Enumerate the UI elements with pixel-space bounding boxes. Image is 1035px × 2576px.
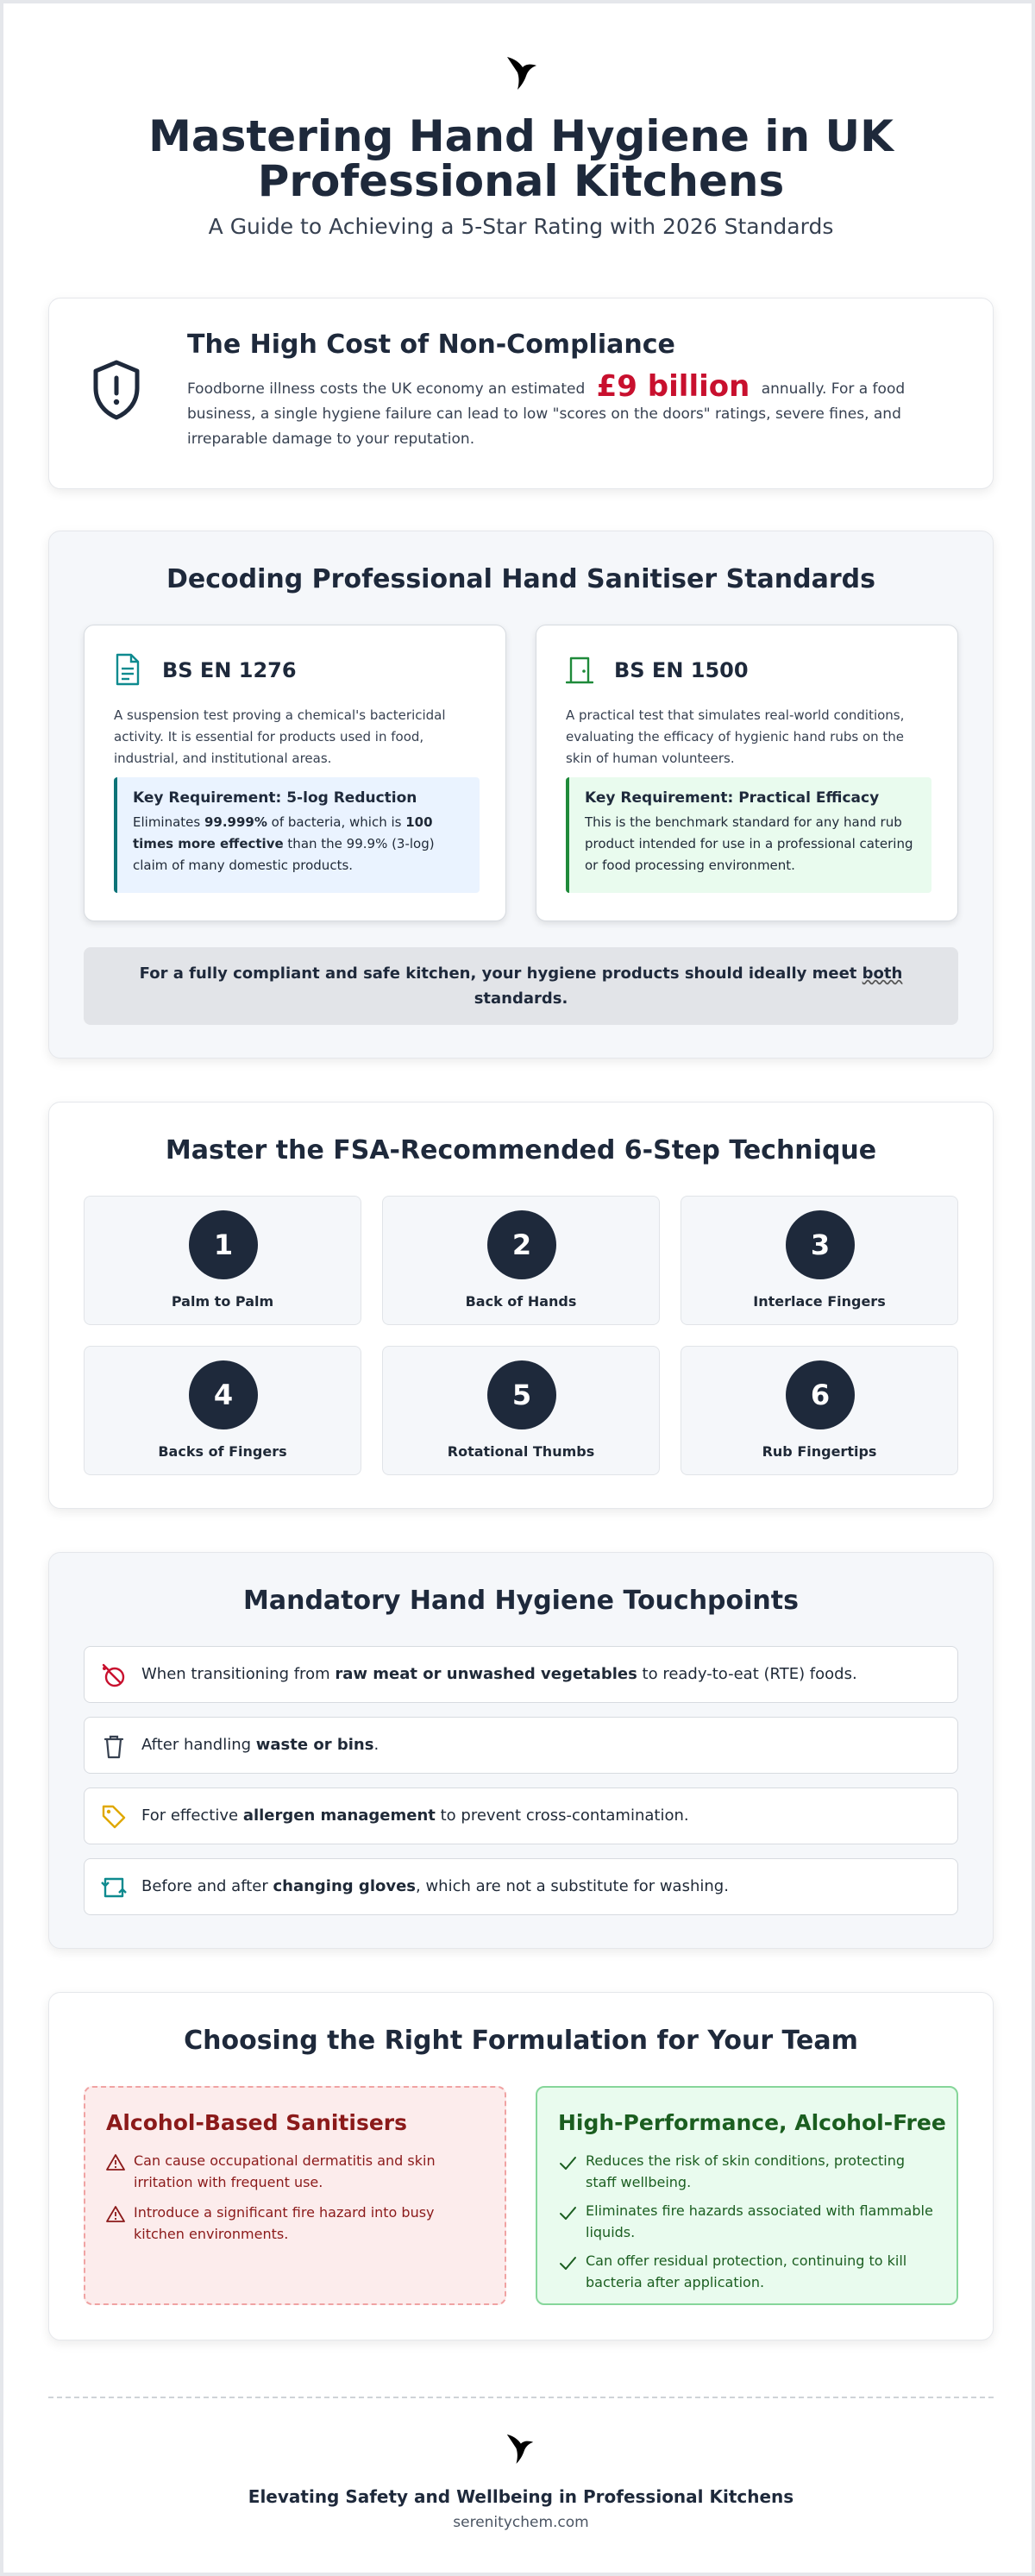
touchpoint-item <box>84 1787 958 1844</box>
step-number: 3 <box>786 1210 855 1279</box>
step-card <box>681 1346 958 1475</box>
no-meat-icon <box>100 1662 128 1689</box>
step-card <box>382 1196 660 1325</box>
cost-card <box>48 298 994 489</box>
touchpoint-text: Before and after changing gloves, which are not a substitute for washing. <box>141 1877 729 1895</box>
standard-name: BS EN 1500 <box>614 658 749 682</box>
standard-key-requirement: Key Requirement: 5-log Reduction Eliminates 99.999% of bacteria, which is 100 times more effective than the 99.9% (3-log) claim of many domestic products. <box>114 777 480 893</box>
standard-description: A suspension test proving a chemical's bactericidal activity. It is essential for products used in food, industrial, and institutional areas. <box>114 707 446 766</box>
benefit-item: Eliminates fire hazards associated with flammable liquids. <box>558 2200 938 2243</box>
panel-title: High-Performance, Alcohol-Free <box>558 2110 946 2135</box>
shield-alert-icon <box>91 359 142 421</box>
cost-title: The High Cost of Non-Compliance <box>187 330 675 360</box>
step-label: Interlace Fingers <box>753 1293 886 1310</box>
alcohol-based-panel <box>84 2086 506 2305</box>
step-number: 4 <box>189 1360 258 1429</box>
warning-icon <box>106 2153 125 2172</box>
check-icon <box>558 2203 577 2222</box>
check-icon <box>558 2153 577 2172</box>
benefit-item: Can offer residual protection, continuing to kill bacteria after application. <box>558 2250 938 2293</box>
standard-card-en1500 <box>536 625 958 921</box>
technique-title: Master the FSA-Recommended 6-Step Technique <box>165 1135 877 1165</box>
touchpoint-item <box>84 1717 958 1774</box>
formulation-card <box>48 1992 994 2340</box>
footer-divider <box>48 2397 994 2398</box>
footer-title: Elevating Safety and Wellbeing in Professional Kitchens <box>248 2486 794 2507</box>
swap-icon <box>100 1874 128 1901</box>
formulation-title: Choosing the Right Formulation for Your Team <box>184 2026 858 2056</box>
warning-item: Introduce a significant fire hazard into busy kitchen environments. <box>106 2202 486 2245</box>
step-label: Palm to Palm <box>171 1293 274 1310</box>
cost-text: Foodborne illness costs the UK economy an estimated £9 billion annually. For a food business, a single hygiene failure can lead to low "scores on the doors" ratings, severe fines, and irreparable damage to your reputation. <box>187 369 906 448</box>
step-label: Rotational Thumbs <box>447 1443 595 1460</box>
standards-card <box>48 531 994 1059</box>
standard-card-en1276 <box>84 625 506 921</box>
step-number: 5 <box>487 1360 556 1429</box>
touchpoint-text: After handling waste or bins. <box>141 1736 380 1754</box>
bird-logo-icon <box>505 53 538 91</box>
step-number: 2 <box>487 1210 556 1279</box>
touchpoints-title: Mandatory Hand Hygiene Touchpoints <box>243 1586 799 1616</box>
bin-icon <box>100 1732 128 1760</box>
touchpoint-text: When transitioning from raw meat or unwashed vegetables to ready-to-eat (RTE) foods. <box>141 1665 857 1683</box>
step-card <box>84 1346 361 1475</box>
footer-url[interactable]: serenitychem.com <box>453 2514 589 2531</box>
step-number: 1 <box>189 1210 258 1279</box>
technique-card <box>48 1102 994 1509</box>
bird-logo-icon <box>505 2431 535 2466</box>
benefit-item: Reduces the risk of skin conditions, protecting staff wellbeing. <box>558 2150 938 2193</box>
standard-key-requirement: Key Requirement: Practical Efficacy This is the benchmark standard for any hand rub product intended for use in a professional catering or food processing environment. <box>566 777 932 893</box>
page-title: Mastering Hand Hygiene in UK Professional Kitchens <box>148 111 894 206</box>
warning-icon <box>106 2205 125 2224</box>
standard-name: BS EN 1276 <box>162 658 297 682</box>
cost-amount: £9 billion <box>596 369 750 404</box>
step-number: 6 <box>786 1360 855 1429</box>
warning-item: Can cause occupational dermatitis and skin irritation with frequent use. <box>106 2150 486 2193</box>
panel-title: Alcohol-Based Sanitisers <box>106 2110 407 2135</box>
door-icon <box>566 653 593 686</box>
step-card <box>681 1196 958 1325</box>
touchpoint-text: For effective allergen management to prevent cross-contamination. <box>141 1806 689 1825</box>
step-card <box>84 1196 361 1325</box>
touchpoint-item <box>84 1646 958 1703</box>
touchpoints-card <box>48 1552 994 1949</box>
step-label: Rub Fingertips <box>762 1443 877 1460</box>
step-card <box>382 1346 660 1475</box>
step-label: Backs of Fingers <box>158 1443 287 1460</box>
tag-icon <box>100 1803 128 1831</box>
document-icon <box>114 653 141 686</box>
page-subtitle: A Guide to Achieving a 5-Star Rating with 2026 Standards <box>208 214 834 239</box>
standards-note: For a fully compliant and safe kitchen, your hygiene products should ideally meet both standards. <box>84 947 958 1025</box>
check-icon <box>558 2253 577 2272</box>
touchpoint-item <box>84 1858 958 1915</box>
alcohol-free-panel <box>536 2086 958 2305</box>
standard-description: A practical test that simulates real-world conditions, evaluating the efficacy of hygienic hand rubs on the skin of human volunteers. <box>566 707 905 766</box>
step-label: Back of Hands <box>465 1293 577 1310</box>
standards-title: Decoding Professional Hand Sanitiser Standards <box>166 564 875 594</box>
